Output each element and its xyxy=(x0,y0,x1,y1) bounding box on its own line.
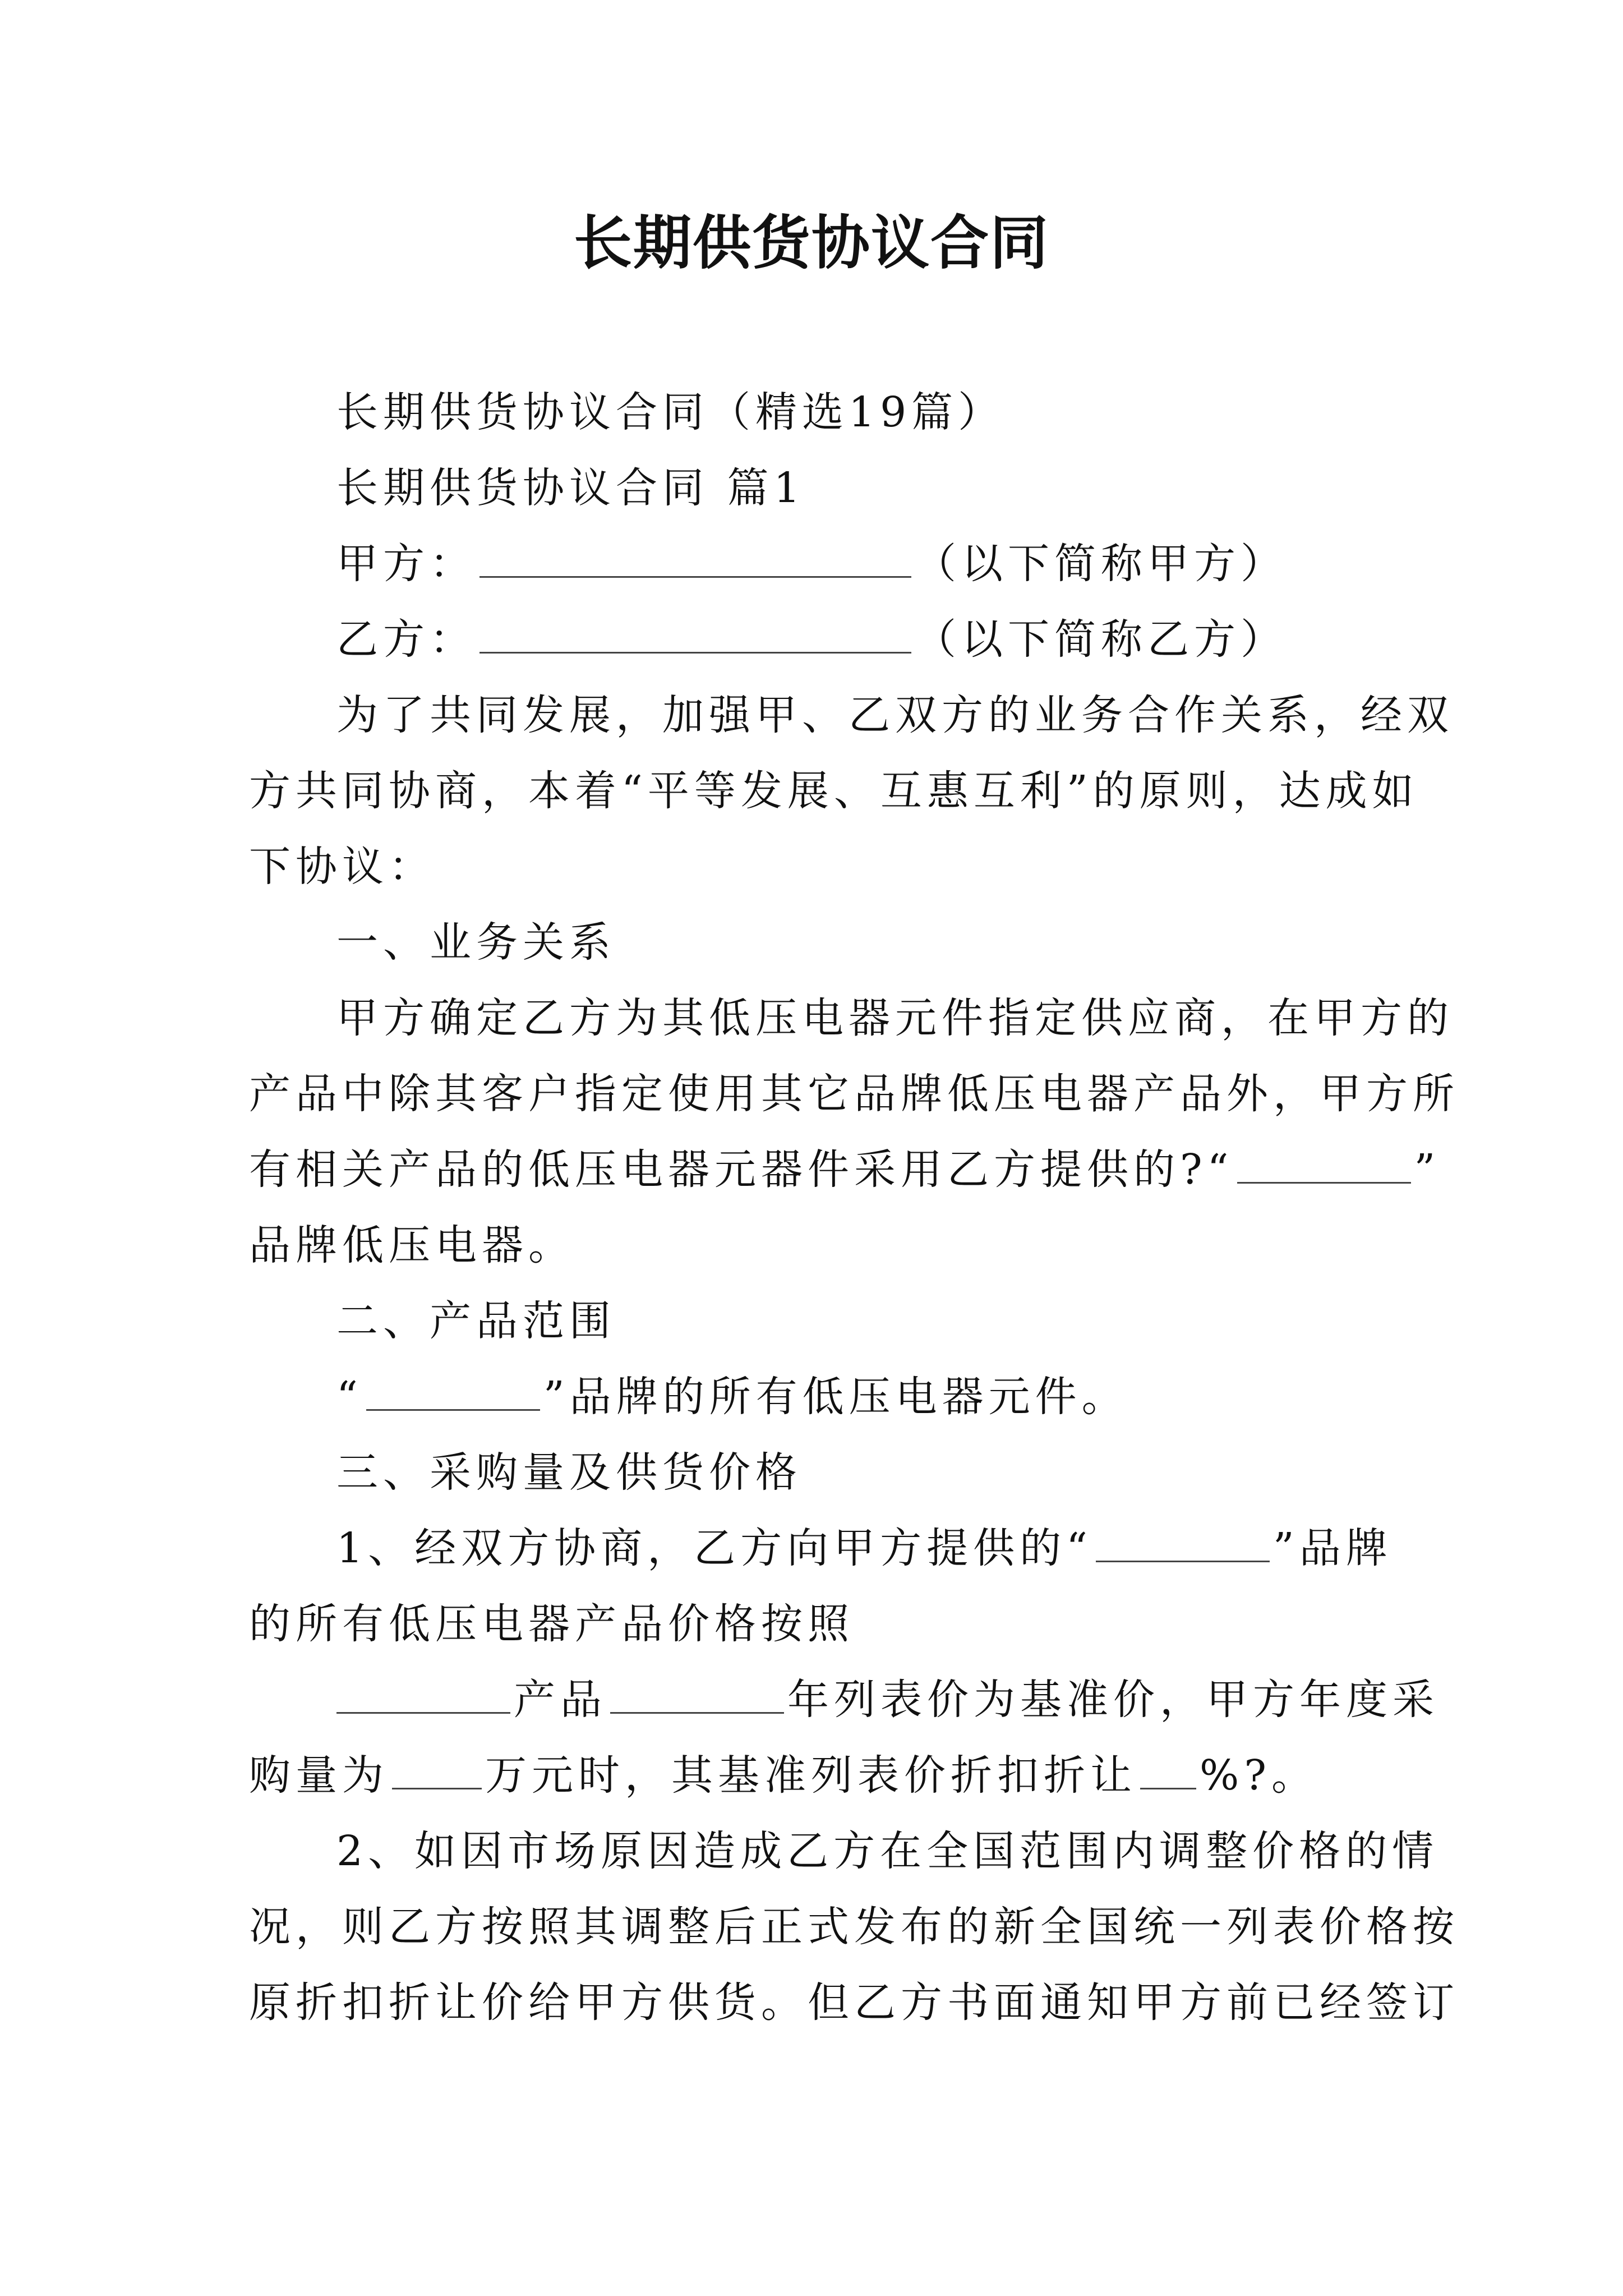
intro-line-2: 方共同协商，本着“平等发展、互惠互利”的原则，达成如 xyxy=(249,767,1419,815)
section-2-line-1 xyxy=(336,1369,1387,1425)
section-1-line-3-close: ” xyxy=(1414,1145,1441,1194)
intro-line-3: 下协议： xyxy=(249,843,435,891)
section-1-line-4: 品牌低压电器。 xyxy=(249,1221,575,1269)
document-title: 长期供货协议合同 xyxy=(573,209,1049,277)
party-a-label: 甲方： xyxy=(336,540,476,588)
section-3-p1-line-4 xyxy=(249,1747,1387,1803)
party-a-blank xyxy=(479,537,911,578)
section-1-line-3 xyxy=(249,1142,1441,1198)
intro-line-1: 为了共同发展，加强甲、乙双方的业务合作关系，经双 xyxy=(336,691,1454,739)
product-blank xyxy=(336,1673,510,1714)
section-1-line-3-text: 有相关产品的低压电器元器件采用乙方提供的?“ xyxy=(249,1145,1234,1194)
brand-blank-3 xyxy=(1096,1521,1270,1562)
section-3-p1-line-4-text-b: 万元时，其基准列表价折扣折让 xyxy=(485,1751,1137,1800)
section-3-p1-line-3-text-b: 年列表价为基准价，甲方年度采 xyxy=(787,1676,1439,1724)
brand-blank-1 xyxy=(1237,1143,1411,1184)
section-3-p1-line-3 xyxy=(336,1672,1439,1728)
party-b-blank xyxy=(479,613,911,654)
party-b-line xyxy=(336,611,1387,668)
party-a-line xyxy=(336,536,1387,592)
section-1-line-1: 甲方确定乙方为其低压电器元件指定供应商，在甲方的 xyxy=(336,994,1454,1042)
document-subtitle: 长期供货协议合同（精选19篇） xyxy=(336,388,1005,436)
section-heading: 长期供货协议合同 篇1 xyxy=(336,464,805,512)
section-1-title: 一、业务关系 xyxy=(336,918,616,967)
section-2-open-quote: “ xyxy=(336,1373,363,1421)
year-blank xyxy=(610,1673,784,1714)
section-3-p1-line-2: 的所有低压电器产品价格按照 xyxy=(249,1600,854,1648)
party-a-suffix: （以下简称甲方） xyxy=(915,540,1287,588)
section-2-title: 二、产品范围 xyxy=(336,1297,616,1345)
party-b-suffix: （以下简称乙方） xyxy=(915,615,1287,664)
section-3-p1-line-3-text-a: 产品 xyxy=(514,1676,607,1724)
party-b-label: 乙方： xyxy=(336,615,476,664)
section-3-p1-line-1-close: ”品牌 xyxy=(1272,1524,1393,1572)
section-3-p1-line-1-text: 1、经双方协商，乙方向甲方提供的“ xyxy=(336,1524,1092,1572)
section-2-line-1-text: ”品牌的所有低压电器元件。 xyxy=(543,1373,1128,1421)
section-1-line-2: 产品中除其客户指定使用其它品牌低压电器产品外，甲方所 xyxy=(249,1070,1459,1118)
section-3-p2-line-3: 原折扣折让价给甲方供货。但乙方书面通知甲方前已经签订 xyxy=(249,1978,1459,2027)
discount-blank xyxy=(1140,1749,1196,1789)
section-3-p2-line-2: 况，则乙方按照其调整后正式发布的新全国统一列表价格按 xyxy=(249,1903,1459,1951)
section-3-p2-line-1: 2、如因市场原因造成乙方在全国范围内调整价格的情 xyxy=(336,1827,1439,1875)
amount-blank xyxy=(392,1749,482,1789)
section-3-title: 三、采购量及供货价格 xyxy=(336,1448,802,1497)
section-3-p1-line-1 xyxy=(336,1520,1393,1576)
section-3-p1-line-4-text-c: %?。 xyxy=(1200,1751,1318,1800)
section-3-p1-line-4-text-a: 购量为 xyxy=(249,1751,389,1800)
brand-blank-2 xyxy=(366,1370,540,1411)
